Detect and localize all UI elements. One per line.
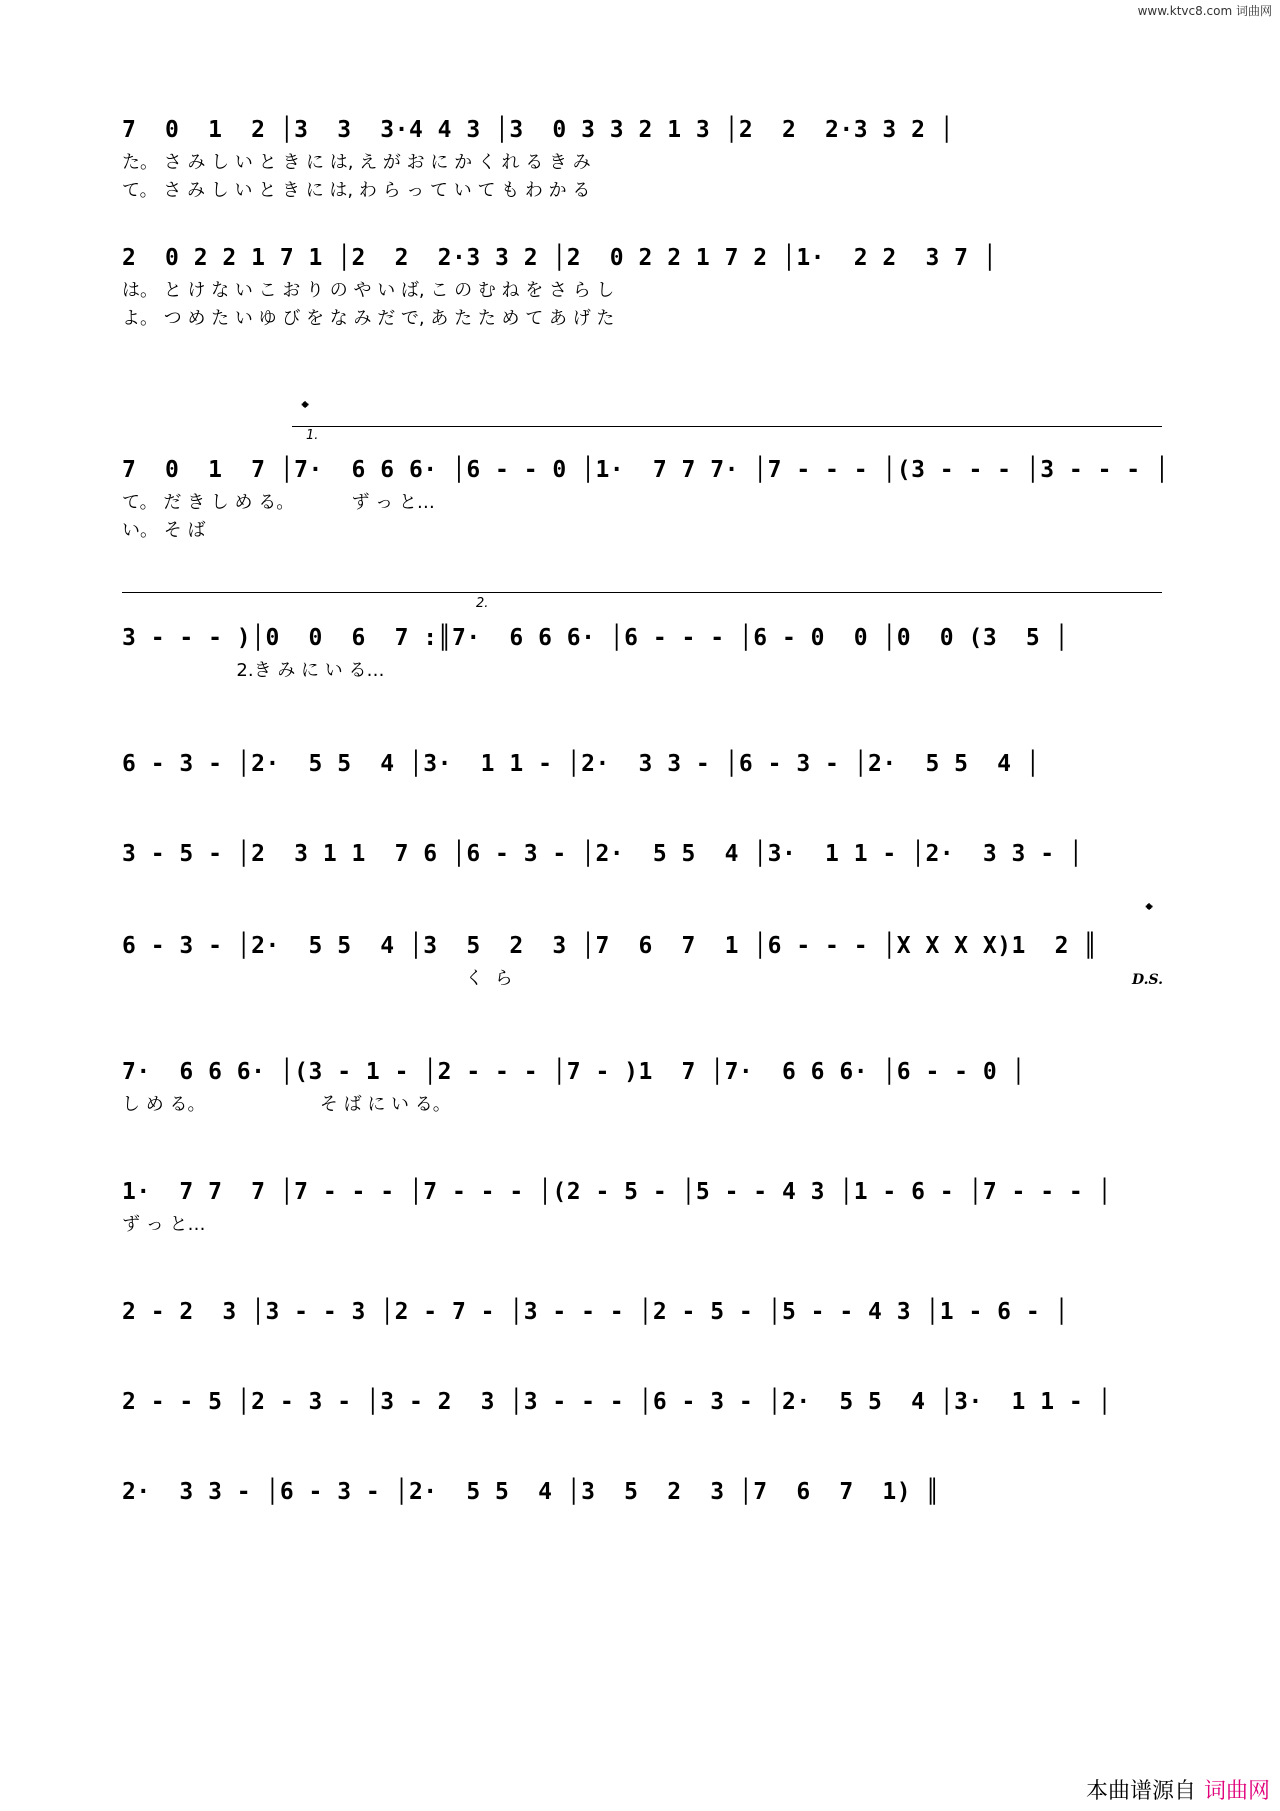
jianpu-score [122,0,1170,1811]
score-row-1 [122,112,1162,201]
lyrics-verse-1: し め る。 そ ば に い る。 [122,1094,451,1115]
notes-line: 3 - 5 - │2 3 1 1 7 6 │6 - 3 - │2· 5 5 4 │3· 1 1 - │2· 3 3 - │ [122,841,1084,867]
lyrics-verse-2: て。 さ み し い と き に は, わ ら っ て い て も わ か る [122,180,591,201]
notes-line: 6 - 3 - │2· 5 5 4 │3 5 2 3 │7 6 7 1 │6 - - - │X X X X)1 2 ║ [122,933,1098,959]
notes-line: 7· 6 6 6· │(3 - 1 - │2 - - - │7 - )1 7 │7· 6 6 6· │6 - - 0 │ [122,1059,1026,1085]
score-row-3 [122,452,1170,541]
score-row-2 [122,240,1162,329]
notes-line: 7 0 1 2 │3 3 3·4 4 3 │3 0 3 3 2 1 3 │2 2 2·3 3 2 │ [122,117,955,143]
lyrics-verse-1: は。 と け な い こ お り の や い ば, こ の む ね を さ ら し [122,280,615,301]
ds-marking: D.S. [1132,972,1164,988]
source-credit-text: 本曲谱源自 [1085,1779,1196,1804]
score-row-8 [122,1054,1162,1134]
volta-2-label: 2. [476,596,489,611]
notes-line: 3 - - - )│0 0 6 7 :║7· 6 6 6· │6 - - - │6 - 0 0 │0 0 (3 5 │ [122,625,1069,651]
lyrics-verse-1: く ら [122,968,513,989]
lyrics-verse-1: た。 さ み し い と き に は, え が お に か く れ る き み [122,152,591,173]
notes-line: 1· 7 7 7 │7 - - - │7 - - - │(2 - 5 - │5 - - 4 3 │1 - 6 - │7 - - - │ [122,1179,1112,1205]
lyrics-verse-1: て。 だ き し め る。 ず っ と… [122,492,435,513]
source-credit [1086,1774,1270,1805]
lyrics-verse-2: よ。 つ め た い ゆ び を な み だ で, あ た た め て あ げ た [122,308,615,329]
notes-line: 2 - - 5 │2 - 3 - │3 - 2 3 │3 - - - │6 - 3 - │2· 5 5 4 │3· 1 1 - │ [122,1389,1112,1415]
notes-line: 2 - 2 3 │3 - - 3 │2 - 7 - │3 - - - │2 - 5 - │5 - - 4 3 │1 - 6 - │ [122,1299,1069,1325]
lyrics-verse-1: ず っ と… [122,1214,206,1235]
volta-1-label: 1. [306,428,319,443]
volta-1-bracket [292,426,1162,427]
score-row-4 [122,620,1162,700]
volta-2-bracket [122,592,1162,593]
lyrics-verse-1: 2.き み に い る… [122,660,385,681]
score-row-7 [122,928,1162,1008]
score-row-10 [122,1294,1162,1374]
watermark-top: www.ktvc8.com 词曲网 [1137,4,1272,18]
notes-line: 2· 3 3 - │6 - 3 - │2· 5 5 4 │3 5 2 3 │7 6 7 1) ║ [122,1479,940,1505]
site-logo-text[interactable]: 词曲网 [1203,1779,1270,1804]
score-row-5 [122,746,1162,826]
coda-symbol: 𝄌 [302,398,309,419]
notes-line: 6 - 3 - │2· 5 5 4 │3· 1 1 - │2· 3 3 - │6 - 3 - │2· 5 5 4 │ [122,751,1041,777]
score-row-9 [122,1174,1162,1254]
score-row-12 [122,1474,1162,1554]
score-row-6 [122,836,1162,916]
notes-line: 2 0 2 2 1 7 1 │2 2 2·3 3 2 │2 0 2 2 1 7 2 │1· 2 2 3 7 │ [122,245,998,271]
lyrics-verse-2: い。 そ ば [122,520,206,541]
score-row-11 [122,1384,1162,1464]
notes-line: 7 0 1 7 │7· 6 6 6· │6 - - 0 │1· 7 7 7· │7 - - - │(3 - - - │3 - - - │ [122,457,1170,483]
coda-symbol: 𝄌 [1146,900,1153,921]
